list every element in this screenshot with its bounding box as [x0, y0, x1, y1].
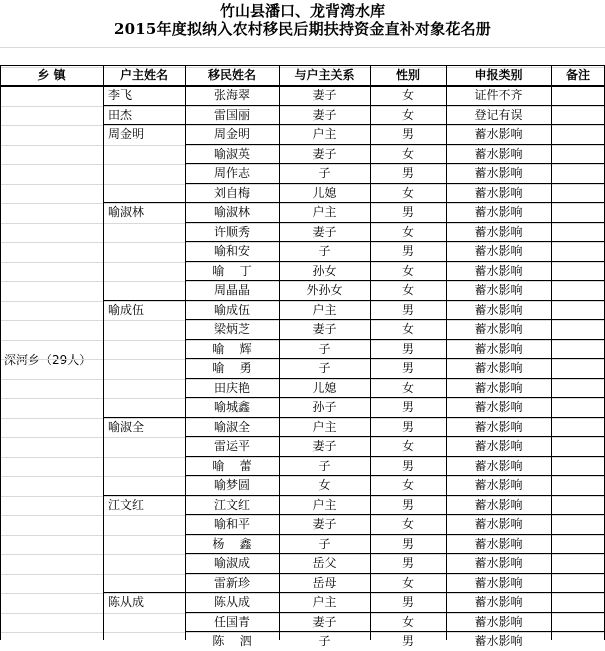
category-cell: 蓄水影响 [474, 342, 523, 356]
relation-cell: 妻子 [312, 517, 337, 531]
migrant-name-cell: 周金明 [213, 127, 250, 141]
gridline [0, 47, 605, 48]
migrant-name-cell: 任国青 [213, 615, 250, 629]
table-rule [103, 417, 605, 418]
relation-cell: 户主 [312, 205, 337, 219]
migrant-name-cell: 喻梦圆 [213, 478, 250, 492]
column-rule [279, 66, 280, 640]
gender-cell: 男 [401, 420, 414, 434]
householder-cell [103, 437, 185, 456]
relation-cell: 子 [318, 166, 331, 180]
relation-cell: 户主 [312, 420, 337, 434]
table-rule [0, 85, 605, 87]
table-rule [185, 261, 605, 262]
relation-cell: 妻子 [312, 322, 337, 336]
table-rule [185, 514, 605, 515]
category-cell: 登记有误 [474, 108, 523, 122]
relation-cell: 儿媳 [312, 381, 337, 395]
category-cell: 蓄水影响 [474, 244, 523, 258]
document-title: 竹山县潘口、龙背湾水库 [219, 2, 385, 20]
table-rule [103, 105, 605, 106]
document-subtitle: 2015年度拟纳入农村移民后期扶持资金直补对象花名册 [114, 20, 491, 38]
householder-cell: 喻淑全 [108, 420, 145, 434]
gender-cell: 女 [401, 108, 414, 122]
migrant-name-cell: 喻 辉 [212, 342, 252, 356]
relation-cell: 户主 [312, 303, 337, 317]
householder-cell [103, 476, 185, 495]
migrant-name-cell: 陈从成 [213, 595, 250, 609]
table-rule [185, 280, 605, 281]
householder-cell [103, 554, 185, 573]
category-cell: 蓄水影响 [474, 439, 523, 453]
relation-cell: 妻子 [312, 147, 337, 161]
relation-cell: 户主 [312, 127, 337, 141]
gender-cell: 女 [401, 517, 414, 531]
householder-cell [103, 535, 185, 554]
migrant-name-cell: 杨 鑫 [212, 537, 252, 551]
householder-cell: 江文红 [108, 498, 145, 512]
householder-cell [103, 281, 185, 300]
householder-cell [103, 515, 185, 534]
migrant-name-cell: 喻淑全 [213, 420, 250, 434]
migrant-name-cell: 喻和平 [213, 517, 250, 531]
table-rule [185, 553, 605, 554]
migrant-name-cell: 雷新珍 [213, 576, 250, 590]
table-rule [185, 631, 605, 632]
relation-cell: 女 [318, 478, 331, 492]
householder-cell [103, 398, 185, 417]
category-cell: 蓄水影响 [474, 498, 523, 512]
category-cell: 蓄水影响 [474, 186, 523, 200]
gender-cell: 男 [401, 459, 414, 473]
gender-cell: 女 [401, 264, 414, 278]
category-cell: 蓄水影响 [474, 147, 523, 161]
relation-cell: 子 [318, 244, 331, 258]
migrant-name-cell: 周作志 [213, 166, 250, 180]
gender-cell: 男 [401, 127, 414, 141]
householder-cell [103, 223, 185, 242]
gender-cell: 男 [401, 244, 414, 258]
category-cell: 蓄水影响 [474, 595, 523, 609]
relation-cell: 孙女 [312, 264, 337, 278]
householder-cell: 田杰 [108, 108, 133, 122]
table-rule [103, 495, 605, 496]
householder-cell [103, 262, 185, 281]
householder-cell: 喻淑林 [108, 205, 145, 219]
migrant-name-cell: 喻成伍 [213, 303, 250, 317]
column-rule [370, 66, 371, 640]
gender-cell: 男 [401, 342, 414, 356]
gender-cell: 男 [401, 361, 414, 375]
relation-cell: 妻子 [312, 108, 337, 122]
header-remark: 备注 [565, 68, 590, 82]
table-rule [185, 222, 605, 223]
gender-cell: 女 [401, 283, 414, 297]
householder-cell [103, 359, 185, 378]
migrant-name-cell: 张海翠 [213, 88, 250, 102]
migrant-name-cell: 喻和安 [213, 244, 250, 258]
householder-cell [103, 632, 185, 651]
relation-cell: 子 [318, 459, 331, 473]
gender-cell: 女 [401, 439, 414, 453]
householder-cell [103, 379, 185, 398]
householder-cell: 周金明 [108, 127, 145, 141]
category-cell: 蓄水影响 [474, 634, 523, 648]
migrant-name-cell: 田庆艳 [213, 381, 250, 395]
header-householder: 户主姓名 [119, 68, 168, 82]
gridline [0, 67, 605, 68]
migrant-name-cell: 刘自梅 [213, 186, 250, 200]
relation-cell: 子 [318, 342, 331, 356]
gender-cell: 女 [401, 147, 414, 161]
householder-cell [103, 184, 185, 203]
table-rule [185, 475, 605, 476]
householder-cell: 陈从成 [108, 595, 145, 609]
gender-cell: 男 [401, 595, 414, 609]
category-cell: 蓄水影响 [474, 283, 523, 297]
category-cell: 蓄水影响 [474, 303, 523, 317]
table-rule [185, 573, 605, 574]
gender-cell: 女 [401, 186, 414, 200]
category-cell: 蓄水影响 [474, 205, 523, 219]
header-gender: 性别 [395, 68, 420, 82]
gender-cell: 女 [401, 225, 414, 239]
relation-cell: 岳父 [312, 556, 337, 570]
column-rule [103, 66, 104, 640]
gender-cell: 男 [401, 166, 414, 180]
householder-cell: 喻成伍 [108, 303, 145, 317]
relation-cell: 妻子 [312, 225, 337, 239]
householder-cell [103, 574, 185, 593]
table-rule [185, 378, 605, 379]
table-rule [185, 183, 605, 184]
migrant-name-cell: 喻 勇 [212, 361, 252, 375]
column-rule [0, 66, 1, 640]
category-cell: 蓄水影响 [474, 322, 523, 336]
householder-cell [103, 340, 185, 359]
relation-cell: 儿媳 [312, 186, 337, 200]
migrant-name-cell: 喻 丁 [212, 264, 252, 278]
migrant-name-cell: 雷国丽 [213, 108, 250, 122]
relation-cell: 孙子 [312, 400, 337, 414]
migrant-name-cell: 陈 泗 [212, 634, 252, 648]
migrant-name-cell: 喻淑英 [213, 147, 250, 161]
gender-cell: 女 [401, 381, 414, 395]
gender-cell: 男 [401, 537, 414, 551]
relation-cell: 户主 [312, 498, 337, 512]
table-rule [185, 241, 605, 242]
gender-cell: 男 [401, 205, 414, 219]
householder-cell [103, 613, 185, 632]
table-rule [185, 612, 605, 613]
relation-cell: 子 [318, 361, 331, 375]
relation-cell: 外孙女 [306, 283, 343, 297]
category-cell: 蓄水影响 [474, 517, 523, 531]
category-cell: 蓄水影响 [474, 459, 523, 473]
migrant-name-cell: 周晶晶 [213, 283, 250, 297]
category-cell: 蓄水影响 [474, 400, 523, 414]
category-cell: 蓄水影响 [474, 556, 523, 570]
householder-cell [103, 164, 185, 183]
category-cell: 蓄水影响 [474, 264, 523, 278]
header-migrant-name: 移民姓名 [207, 68, 256, 82]
table-rule [185, 163, 605, 164]
column-rule [446, 66, 447, 640]
table-rule [103, 592, 605, 593]
table-rule [185, 358, 605, 359]
header-category: 申报类别 [474, 68, 523, 82]
gender-cell: 男 [401, 498, 414, 512]
category-cell: 蓄水影响 [474, 576, 523, 590]
migrant-name-cell: 喻淑成 [213, 556, 250, 570]
relation-cell: 子 [318, 634, 331, 648]
table-rule [185, 534, 605, 535]
table-rule [185, 456, 605, 457]
category-cell: 蓄水影响 [474, 478, 523, 492]
category-cell: 证件不齐 [474, 88, 523, 102]
gender-cell: 男 [401, 556, 414, 570]
gender-cell: 男 [401, 400, 414, 414]
relation-cell: 妻子 [312, 615, 337, 629]
relation-cell: 妻子 [312, 439, 337, 453]
relation-cell: 岳母 [312, 576, 337, 590]
householder-cell [103, 320, 185, 339]
gender-cell: 女 [401, 576, 414, 590]
header-relation: 与户主关系 [294, 68, 355, 82]
gender-cell: 男 [401, 634, 414, 648]
gender-cell: 女 [401, 88, 414, 102]
category-cell: 蓄水影响 [474, 166, 523, 180]
category-cell: 蓄水影响 [474, 225, 523, 239]
table-rule [0, 65, 605, 66]
table-rule [103, 202, 605, 203]
table-rule [185, 397, 605, 398]
category-cell: 蓄水影响 [474, 361, 523, 375]
table-rule [103, 124, 605, 125]
gender-cell: 男 [401, 303, 414, 317]
gender-cell: 女 [401, 322, 414, 336]
relation-cell: 妻子 [312, 88, 337, 102]
category-cell: 蓄水影响 [474, 127, 523, 141]
migrant-name-cell: 喻城鑫 [213, 400, 250, 414]
table-rule [185, 144, 605, 145]
migrant-name-cell: 雷运平 [213, 439, 250, 453]
table-rule [185, 436, 605, 437]
householder-cell [103, 457, 185, 476]
householder-cell: 李飞 [108, 88, 133, 102]
column-rule [551, 66, 552, 640]
householder-cell [103, 145, 185, 164]
table-rule [185, 319, 605, 320]
table-rule [185, 339, 605, 340]
migrant-name-cell: 喻淑林 [213, 205, 250, 219]
column-rule [185, 66, 186, 640]
category-cell: 蓄水影响 [474, 381, 523, 395]
relation-cell: 户主 [312, 595, 337, 609]
category-cell: 蓄水影响 [474, 537, 523, 551]
migrant-name-cell: 许顺秀 [213, 225, 250, 239]
gender-cell: 女 [401, 478, 414, 492]
category-cell: 蓄水影响 [474, 420, 523, 434]
migrant-name-cell: 梁炳芝 [213, 322, 250, 336]
category-cell: 蓄水影响 [474, 615, 523, 629]
migrant-name-cell: 江文红 [213, 498, 250, 512]
householder-cell [103, 242, 185, 261]
town-group-label: 深河乡（29人） [4, 353, 92, 367]
gender-cell: 女 [401, 615, 414, 629]
header-town: 乡 镇 [37, 68, 66, 82]
table-rule [103, 300, 605, 301]
migrant-name-cell: 喻 蕾 [212, 459, 252, 473]
relation-cell: 子 [318, 537, 331, 551]
